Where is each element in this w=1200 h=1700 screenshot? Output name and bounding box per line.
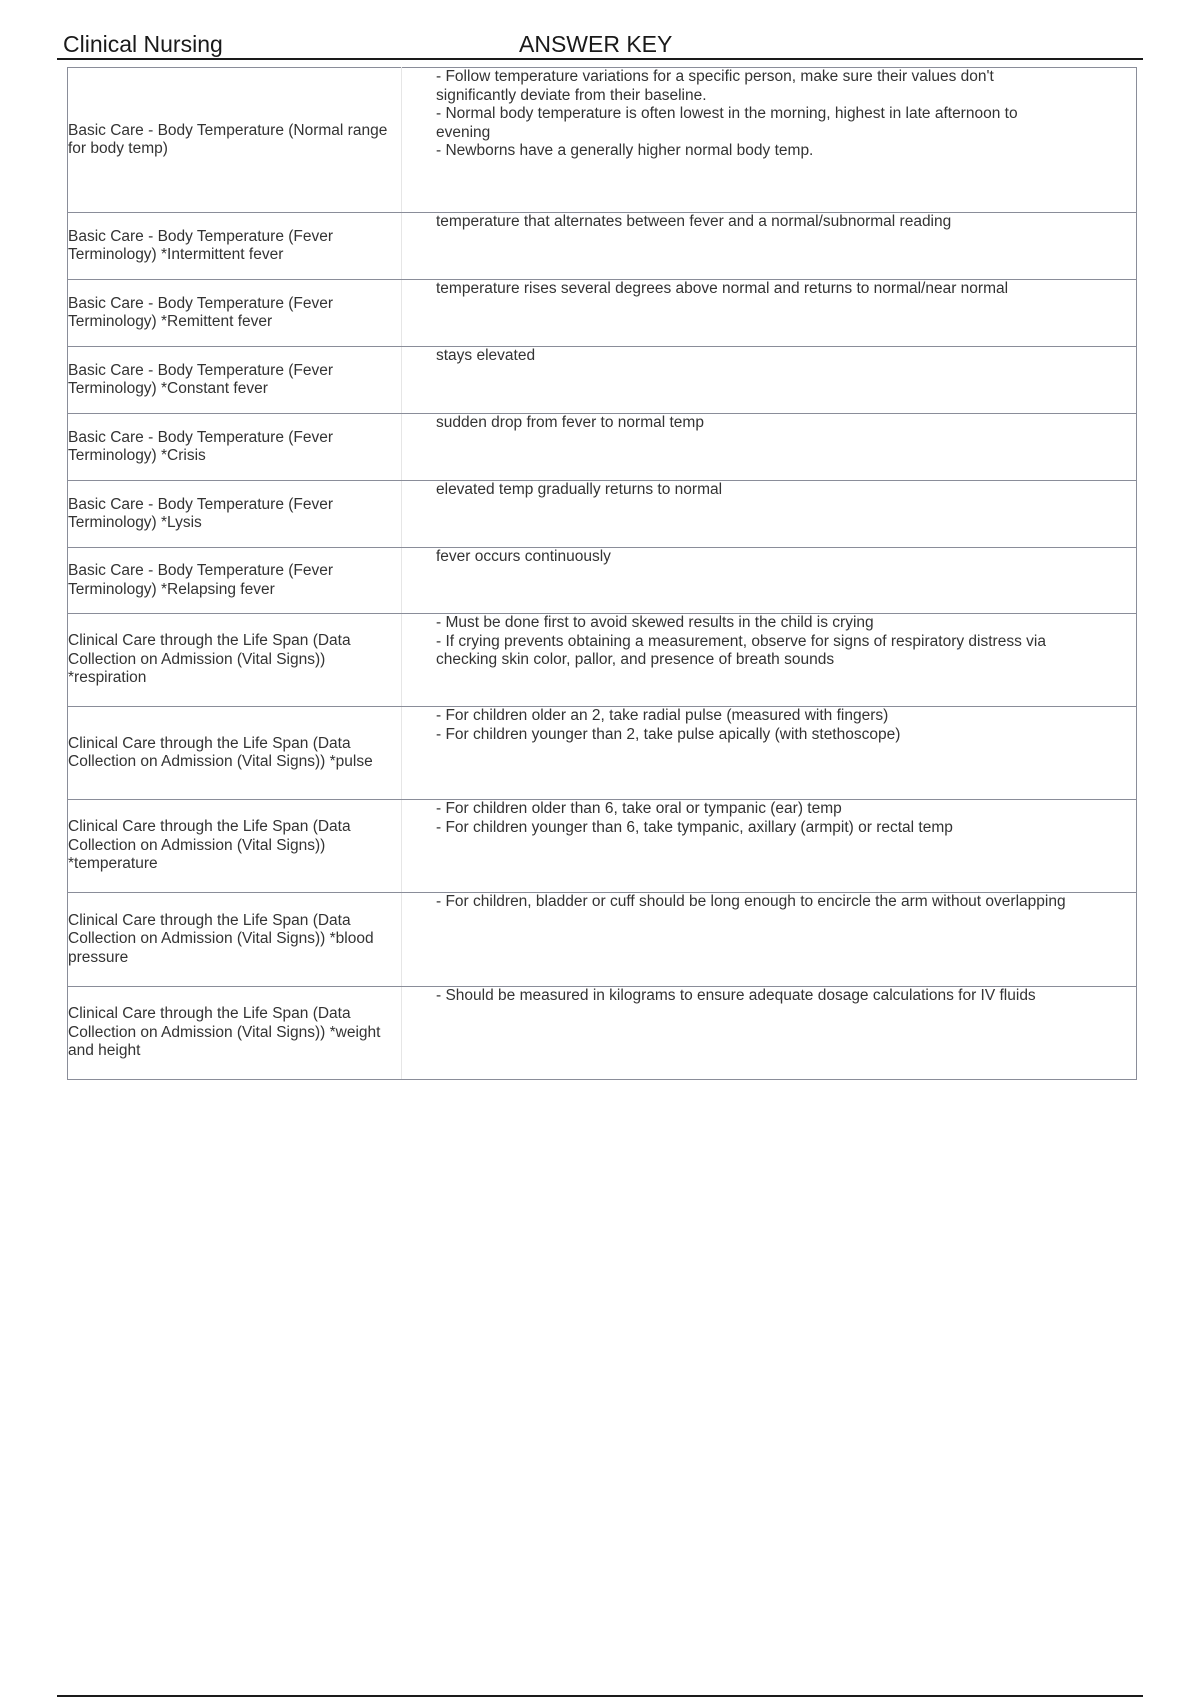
answer-line: fever occurs continuously (436, 548, 611, 565)
term-cell: Basic Care - Body Temperature (Fever Terminology) *Remittent fever (68, 280, 402, 347)
answer-line: temperature rises several degrees above normal and returns to normal/near normal (436, 280, 1009, 297)
answer-key-label: ANSWER KEY (519, 31, 673, 57)
table-row (68, 707, 1137, 800)
term-cell: Basic Care - Body Temperature (Fever Terminology) *Lysis (68, 481, 402, 548)
table-row (68, 213, 1137, 280)
answer-line: elevated temp gradually returns to normal (436, 481, 723, 498)
table-row (68, 414, 1137, 481)
answer-cell (402, 481, 1137, 548)
answer-line: - For children older an 2, take radial pulse (measured with fingers) (436, 707, 889, 724)
answer-cell (402, 213, 1137, 280)
table-row (68, 68, 1137, 213)
answer-line: - For children, bladder or cuff should be long enough to encircle the arm without overlapping (436, 893, 1066, 910)
answer-line: - For children older than 6, take oral or tympanic (ear) temp (436, 800, 842, 817)
answer-line: - For children younger than 6, take tympanic, axillary (armpit) or rectal temp (436, 818, 953, 836)
page-footer-rule (57, 1695, 1143, 1697)
answer-cell (402, 280, 1137, 347)
answer-cell (402, 68, 1137, 213)
answer-cell (402, 614, 1137, 707)
table-row (68, 987, 1137, 1080)
answer-cell (402, 347, 1137, 414)
table-row (68, 548, 1137, 614)
answer-cell (402, 707, 1137, 800)
term-cell: Clinical Care through the Life Span (Data Collection on Admission (Vital Signs)) *blood pressure (68, 893, 402, 987)
answer-cell (402, 800, 1137, 893)
answer-line: - Newborns have a generally higher normal body temp. (436, 142, 814, 159)
answer-line: temperature that alternates between fever and a normal/subnormal reading (436, 213, 952, 230)
term-cell: Clinical Care through the Life Span (Data Collection on Admission (Vital Signs)) *weight and height (68, 987, 402, 1080)
term-cell: Basic Care - Body Temperature (Fever Terminology) *Constant fever (68, 347, 402, 414)
table-row (68, 893, 1137, 987)
term-cell: Clinical Care through the Life Span (Data Collection on Admission (Vital Signs)) *pulse (68, 707, 402, 800)
answer-line: - Should be measured in kilograms to ensure adequate dosage calculations for IV fluids (436, 987, 1036, 1004)
term-cell: Basic Care - Body Temperature (Fever Terminology) *Relapsing fever (68, 548, 402, 614)
answer-line: - Must be done first to avoid skewed results in the child is crying (436, 614, 874, 631)
answer-cell (402, 414, 1137, 481)
table-row (68, 280, 1137, 347)
answer-line: - If crying prevents obtaining a measurement, observe for signs of respiratory distress via checking skin color, pallor, and presence of breath sounds (436, 632, 1046, 668)
answer-line: - For children younger than 2, take pulse apically (with stethoscope) (436, 725, 901, 743)
answer-cell (402, 893, 1137, 987)
table-row (68, 347, 1137, 414)
page-header (57, 30, 1143, 60)
document-subject: Clinical Nursing (63, 31, 223, 57)
answer-cell (402, 987, 1137, 1080)
term-cell: Basic Care - Body Temperature (Fever Terminology) *Crisis (68, 414, 402, 481)
answer-line: - Normal body temperature is often lowest in the morning, highest in late afternoon to evening (436, 105, 1018, 141)
table-row (68, 800, 1137, 893)
answer-line: sudden drop from fever to normal temp (436, 414, 704, 431)
term-cell: Basic Care - Body Temperature (Normal range for body temp) (68, 68, 402, 213)
answer-key-table (67, 67, 1137, 1080)
term-cell: Basic Care - Body Temperature (Fever Terminology) *Intermittent fever (68, 213, 402, 280)
term-cell: Clinical Care through the Life Span (Data Collection on Admission (Vital Signs)) *temperature (68, 800, 402, 893)
term-cell: Clinical Care through the Life Span (Data Collection on Admission (Vital Signs)) *respiration (68, 614, 402, 707)
answer-line: - Follow temperature variations for a specific person, make sure their values don't significantly deviate from their baseline. (436, 68, 994, 104)
answer-line: stays elevated (436, 347, 536, 364)
answer-cell (402, 548, 1137, 614)
table-row (68, 481, 1137, 548)
table-row (68, 614, 1137, 707)
